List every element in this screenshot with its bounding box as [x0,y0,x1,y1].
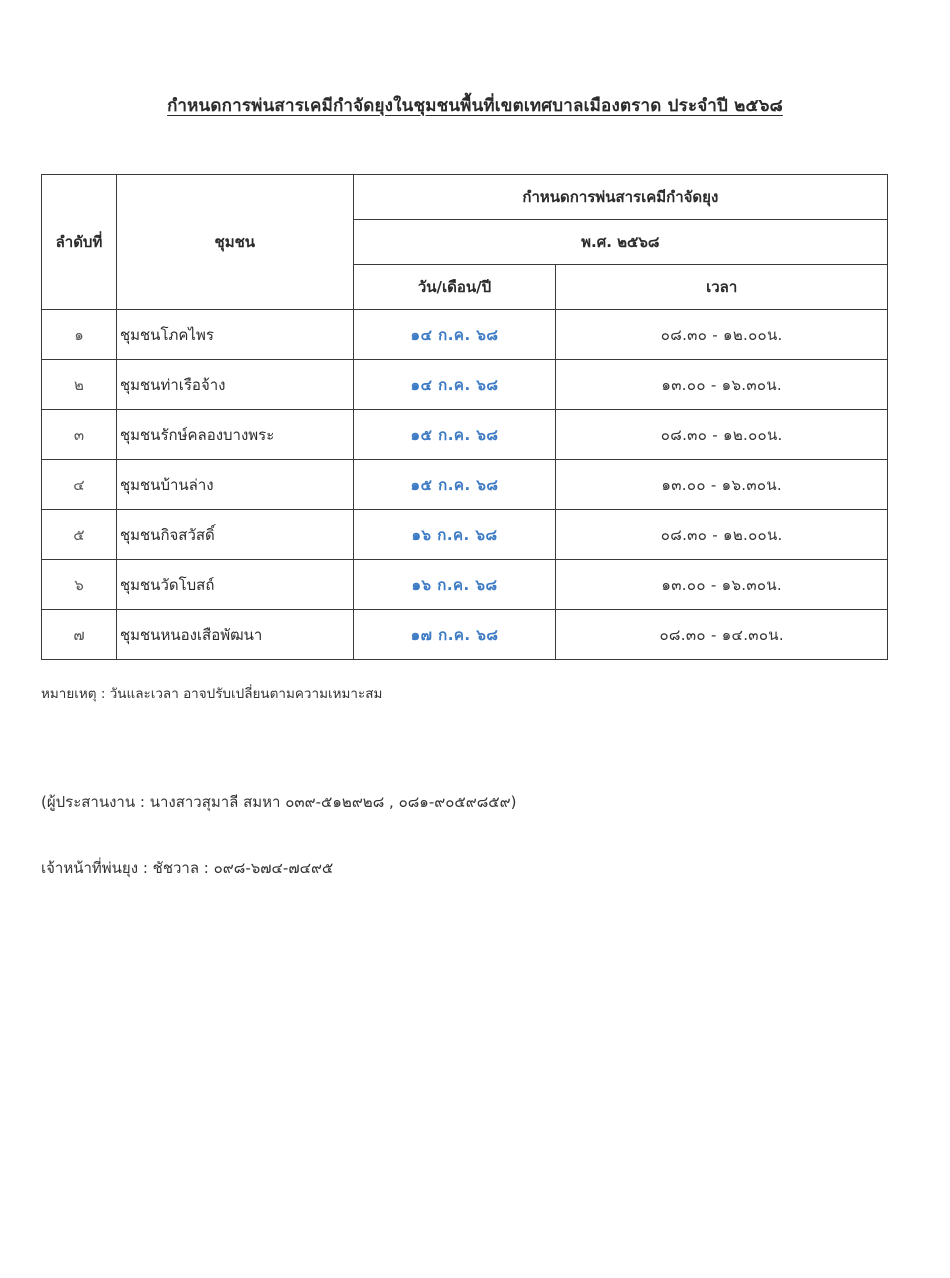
table-row [42,610,888,660]
schedule-table [41,174,888,660]
document-title: กำหนดการพ่นสารเคมีกำจัดยุงในชุมชนพื้นที่เขตเทศบาลเมืองตราด ประจำปี ๒๕๖๘ [167,96,783,116]
row-time: ๑๓.๐๐ - ๑๖.๓๐น. [556,360,888,410]
row-community: ชุมชนวัดโบสถ์ [116,560,353,610]
note-text: หมายเหตุ : วันและเวลา อาจปรับเปลี่ยนตามความเหมาะสม [41,686,383,702]
row-community: ชุมชนบ้านล่าง [116,460,353,510]
table-row [42,360,888,410]
row-time: ๐๘.๓๐ - ๑๒.๐๐น. [556,310,888,360]
table-row [42,410,888,460]
row-no: ๒ [42,360,117,410]
row-no: ๖ [42,560,117,610]
row-time: ๐๘.๓๐ - ๑๒.๐๐น. [556,510,888,560]
header-time: เวลา [556,265,888,310]
row-no: ๓ [42,410,117,460]
coordinator-contact: (ผู้ประสานงาน : นางสาวสุมาลี สมหา ๐๓๙-๕๑๒๙๒๘ , ๐๘๑-๙๐๕๙๘๕๙) [41,793,517,811]
header-no: ลำดับที่ [42,175,117,310]
row-date: ๑๕ ก.ค. ๖๘ [353,460,556,510]
table-row [42,510,888,560]
table-row [42,460,888,510]
row-date: ๑๔ ก.ค. ๖๘ [353,310,556,360]
sprayer-contact: เจ้าหน้าที่พ่นยุง : ชัชวาล : ๐๙๘-๖๗๔-๗๔๙๕ [41,859,334,877]
row-no: ๑ [42,310,117,360]
row-time: ๑๓.๐๐ - ๑๖.๓๐น. [556,460,888,510]
row-time: ๐๘.๓๐ - ๑๒.๐๐น. [556,410,888,460]
header-schedule: กำหนดการพ่นสารเคมีกำจัดยุง [353,175,887,220]
row-no: ๔ [42,460,117,510]
row-time: ๐๘.๓๐ - ๑๔.๓๐น. [556,610,888,660]
row-date: ๑๖ ก.ค. ๖๘ [353,560,556,610]
header-community: ชุมชน [116,175,353,310]
table-row [42,560,888,610]
header-date: วัน/เดือน/ปี [353,265,556,310]
row-date: ๑๕ ก.ค. ๖๘ [353,410,556,460]
header-year: พ.ศ. ๒๕๖๘ [353,220,887,265]
table-row [42,310,888,360]
row-no: ๕ [42,510,117,560]
row-community: ชุมชนกิจสวัสดิ์ [116,510,353,560]
row-time: ๑๓.๐๐ - ๑๖.๓๐น. [556,560,888,610]
row-date: ๑๔ ก.ค. ๖๘ [353,360,556,410]
row-no: ๗ [42,610,117,660]
row-community: ชุมชนท่าเรือจ้าง [116,360,353,410]
row-date: ๑๖ ก.ค. ๖๘ [353,510,556,560]
row-community: ชุมชนหนองเสือพัฒนา [116,610,353,660]
row-community: ชุมชนรักษ์คลองบางพระ [116,410,353,460]
row-date: ๑๗ ก.ค. ๖๘ [353,610,556,660]
row-community: ชุมชนโภคไพร [116,310,353,360]
